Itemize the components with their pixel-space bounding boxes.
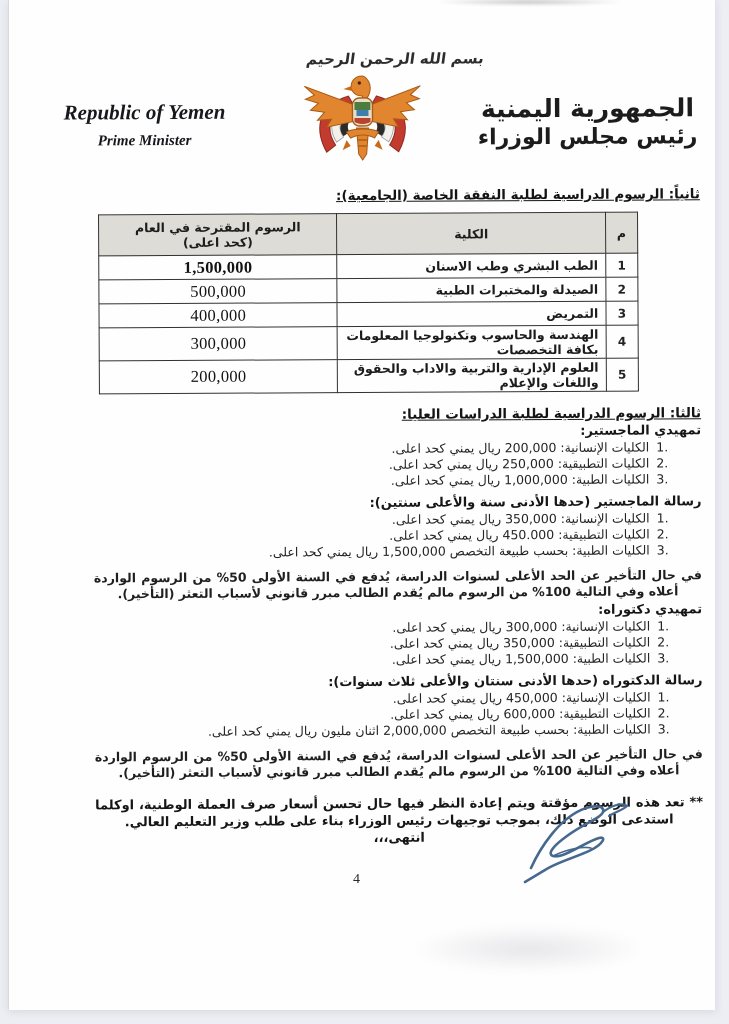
college-cell: الهندسة والحاسوب وتكنولوجيا المعلومات بكافة التخصصات <box>338 325 606 359</box>
handwritten-signature-icon <box>507 798 633 886</box>
late-fee-note-masters: في حال التأخير عن الحد الأعلى لسنوات الدراسة، يُدفع في السنة الأولى 50% من الرسوم الواردة أعلاه وفي التالية 100% من الرسوم مالم يُقدم الطالب مبرر قانوني لأسباب التعثر (التأخير). <box>93 567 702 601</box>
table-header-row <box>99 212 638 256</box>
yemen-coat-of-arms-icon <box>296 72 429 177</box>
college-cell: العلوم الإدارية والتربية والاداب والحقوق واللغات والإعلام <box>338 358 606 392</box>
list-item-text: الكليات الإنسانية: 300,000 ريال يمني كحد اعلى. <box>392 618 651 635</box>
late-fee-note-doctorate: في حال التأخير عن الحد الأعلى لسنوات الدراسة، يُدفع في السنة الأولى 50% من الرسوم الواردة أعلاه وفي التالية 100% من الرسوم مالم يُقدم الطالب مبرر قانوني لأسباب التعثر (التأخير). <box>94 746 703 780</box>
letterhead <box>35 70 704 177</box>
fee-cell: 500,000 <box>99 279 338 304</box>
pre-masters-list <box>93 439 701 490</box>
list-item-number: 1. <box>656 439 669 455</box>
list-item-text: الكليات الإنسانية: 200,000 ريال يمني كحد اعلى. <box>391 439 650 456</box>
letterhead-arabic <box>471 92 703 153</box>
arabic-office-title: رئيس مجلس الوزراء <box>477 124 698 151</box>
list-item-text: الكليات الإنسانية: 450,000 ريال يمني كحد اعلى. <box>392 689 651 706</box>
end-mark: انتهى،،، <box>373 830 425 846</box>
list-item-number: 3. <box>657 650 670 666</box>
column-header-fee <box>99 214 338 256</box>
list-item-text: الكليات التطبيقية: 350,000 ريال يمني كحد اعلى. <box>389 634 651 651</box>
list-item-number: 2. <box>657 634 670 650</box>
list-item-text: الكليات التطبيقية: 600,000 ريال يمني كحد اعلى. <box>390 705 651 722</box>
doctorate-thesis-list <box>95 689 703 740</box>
list-item-number: 1. <box>656 510 669 526</box>
fee-cell: 1,500,000 <box>99 255 338 280</box>
list-item-number: 3. <box>657 721 670 737</box>
list-item-number: 3. <box>656 542 669 558</box>
list-item <box>93 471 701 490</box>
section-heading-postgrad-fees: ثالثا: الرسوم الدراسية لطلبة الدراسات العليا: <box>401 405 702 423</box>
scanned-page <box>8 0 716 1010</box>
list-item-number: 3. <box>656 471 669 487</box>
row-number-cell: 2 <box>606 277 638 301</box>
column-header-fee-line2: (كحد اعلى) <box>182 234 253 250</box>
section-heading-university-fees: ثانياً: الرسوم الدراسية لطلبة النفقة الخاصة (الجامعية): <box>335 186 700 205</box>
list-item-text: الكليات التطبيقية: 450.000 ريال يمني كحد اعلى. <box>389 526 650 543</box>
row-number-cell: 5 <box>606 358 638 391</box>
table-row <box>99 358 638 394</box>
list-item-text: الكليات الطبية: بحسب طبيعة التخصص 2,000,000 اثنان مليون ريال يمني كحد اعلى. <box>207 721 651 739</box>
list-item-number: 2. <box>656 455 669 471</box>
table-row <box>99 277 638 304</box>
list-item-number: 2. <box>657 705 670 721</box>
page-number: 4 <box>353 872 360 887</box>
column-header-fee-line1: الرسوم المقترحة في العام <box>134 219 301 236</box>
list-item-number: 2. <box>656 526 669 542</box>
list-item-text: الكليات الطبية: بحسب طبيعة التخصص 1,500,000 ريال يمني كحد اعلى. <box>268 542 650 560</box>
row-number-cell: 1 <box>605 253 637 277</box>
block-title-pre-doctorate: تمهيدي دكتوراه: <box>598 602 703 618</box>
temporary-fees-footnote: ** تعد هذه الرسوم مؤقتة ويتم إعادة النظر فيها حال تحسن أسعار صرف العملة الوطنية، اوكلما استدعى الوضع ذلك، بموجب توجيهات رئيس الوزراء بناء على طلب وزير التعليم العالي. <box>95 795 704 830</box>
column-header-college: الكلية <box>337 212 605 254</box>
row-number-cell: 3 <box>606 301 638 325</box>
english-office-title: Prime Minister <box>97 132 192 150</box>
fee-cell: 200,000 <box>99 360 338 394</box>
letterhead-english <box>35 100 253 151</box>
university-fees-table <box>98 212 639 395</box>
college-cell: الطب البشري وطب الاسنان <box>337 253 605 278</box>
english-country-title: Republic of Yemen <box>63 99 226 125</box>
table-row <box>99 325 638 361</box>
college-cell: التمريض <box>337 301 605 326</box>
list-item-text: الكليات التطبيقية: 250,000 ريال يمني كحد اعلى. <box>388 455 650 472</box>
list-item-text: الكليات الطبية: 1,000,000 ريال يمني كحد اعلى. <box>390 471 650 488</box>
row-number-cell: 4 <box>606 325 638 358</box>
block-title-doctorate-thesis: رسالة الدكتوراه (حدها الأدنى سنتان والأعلى ثلاث سنوات): <box>328 673 703 691</box>
pre-doctorate-list <box>94 618 702 669</box>
bismillah-calligraphy: بسم الله الرحمن الرحيم <box>305 49 486 69</box>
table-row <box>99 253 638 280</box>
block-title-masters-thesis: رسالة الماجستير (حدها الأدنى سنة والأعلى سنتين): <box>369 494 702 511</box>
arabic-country-title: الجمهورية اليمنية <box>480 93 695 124</box>
table-row <box>99 301 638 328</box>
block-title-pre-masters: تمهيدي الماجستير: <box>580 423 702 439</box>
fee-cell: 400,000 <box>99 303 338 328</box>
list-item-number: 1. <box>657 618 670 634</box>
list-item-number: 1. <box>657 689 670 705</box>
list-item-text: الكليات الطبية: 1,500,000 ريال يمني كحد اعلى. <box>391 650 651 667</box>
masters-thesis-list <box>94 510 702 561</box>
college-cell: الصيدلة والمختبرات الطبية <box>337 277 605 302</box>
list-item <box>95 721 703 740</box>
list-item <box>94 542 702 561</box>
column-header-number: م <box>605 212 637 253</box>
list-item <box>94 650 702 669</box>
fee-cell: 300,000 <box>99 327 338 361</box>
list-item-text: الكليات الإنسانية: 350,000 ريال يمني كحد اعلى. <box>391 510 650 527</box>
